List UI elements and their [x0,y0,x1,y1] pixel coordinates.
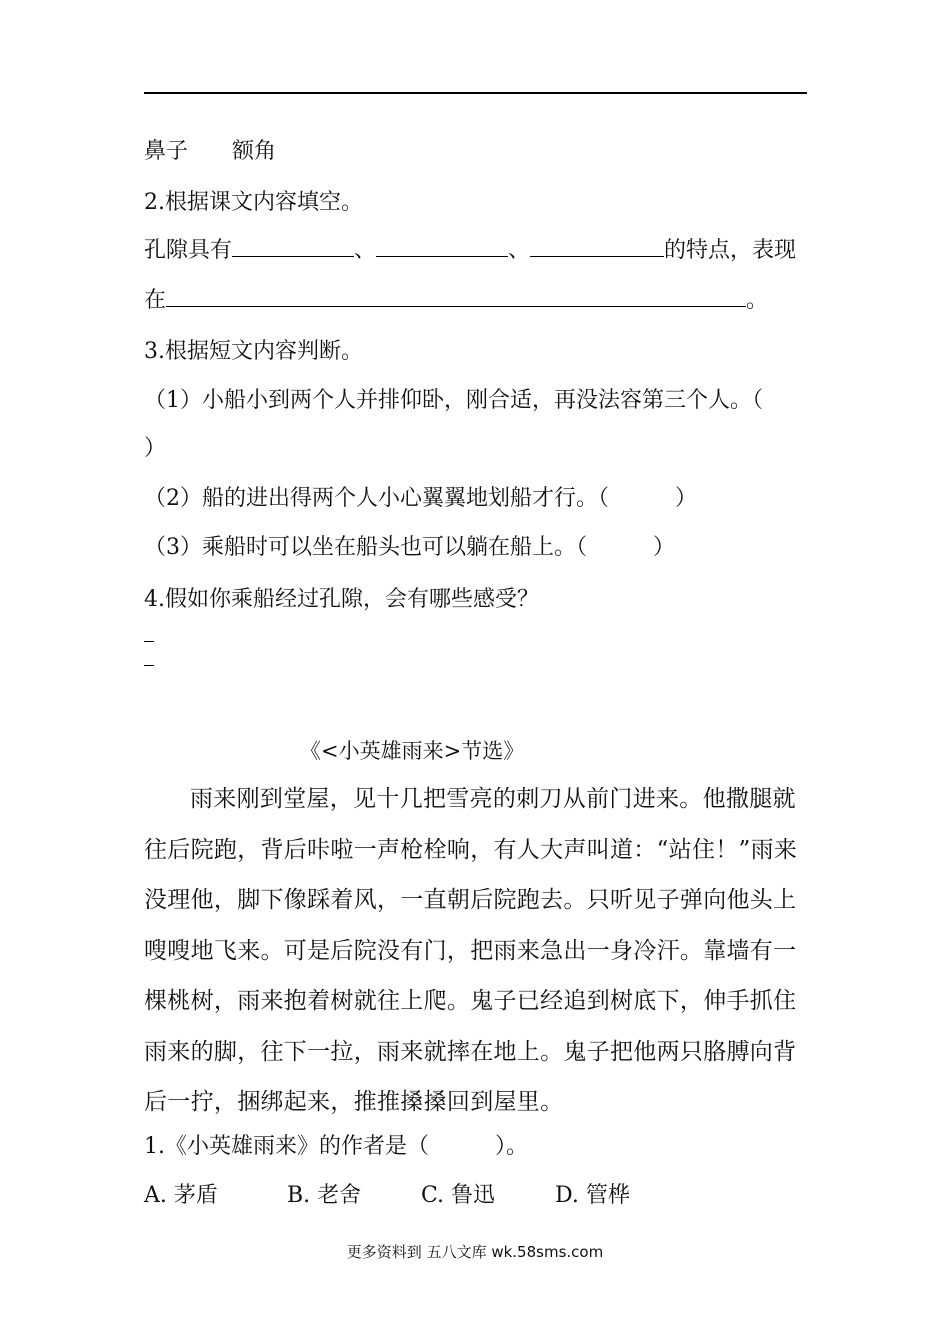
word-list [144,137,276,167]
fill-blank-2[interactable] [376,236,508,257]
option-b[interactable]: B. 老舍 [287,1183,362,1208]
word-forehead: 额角 [232,139,277,164]
option-c[interactable]: C. 鲁迅 [421,1183,496,1208]
fill-blank-3[interactable] [530,236,664,257]
word-nose: 鼻子 [144,139,189,164]
q3-item-1-close: ） [144,436,167,461]
answer-line-2[interactable] [144,665,154,666]
option-d[interactable]: D. 管桦 [555,1183,630,1208]
q2-fill-line-1: 孔隙具有 、 、 的特点，表现 [144,238,797,263]
answer-line-1[interactable] [144,641,154,642]
header-rule [144,92,807,94]
fill-blank-4[interactable] [166,286,746,307]
mcq-options [144,1181,630,1211]
q3-item-1: （1）小船小到两个人并排仰卧，刚合适，再没法容第三个人。（ [144,388,763,413]
q4-title: 4.假如你乘船经过孔隙，会有哪些感受？ [144,587,539,612]
q3-item-2: （2）船的进出得两个人小心翼翼地划船才行。（ ） [144,486,697,511]
passage-text: 雨来刚到堂屋，见十几把雪亮的刺刀从前门进来。他撒腿就往后院跑，背后咔啦一声枪栓响，有人大声叫道：“站住！”雨来没理他，脚下像踩着风，一直朝后院跑去。只听见子弹向他头上嗖嗖地飞来。可是后院没有门，把雨来急出一身冷汗。靠墙有一棵桃树，雨来抱着树就往上爬。鬼子已经追到树底下，伸手抓住雨来的脚，往下一拉，雨来就摔在地上。鬼子把他两只胳膊向背后一拧，捆绑起来，推推搡搡回到屋里。 [144,786,798,1115]
footer-watermark: 更多资料到 五八文库 wk.58sms.com [346,1243,604,1261]
mcq-question: 1.《小英雄雨来》的作者是（ ）。 [144,1134,528,1159]
option-a[interactable]: A. 茅盾 [144,1183,218,1208]
passage-title: 《<小英雄雨来>节选》 [300,739,525,763]
q2-title: 2.根据课文内容填空。 [144,190,363,215]
q2-fill-line-2: 在 。 [144,288,769,313]
q3-item-3: （3）乘船时可以坐在船头也可以躺在船上。（ ） [144,535,675,560]
q3-title: 3.根据短文内容判断。 [144,339,363,364]
fill-blank-1[interactable] [232,236,354,257]
